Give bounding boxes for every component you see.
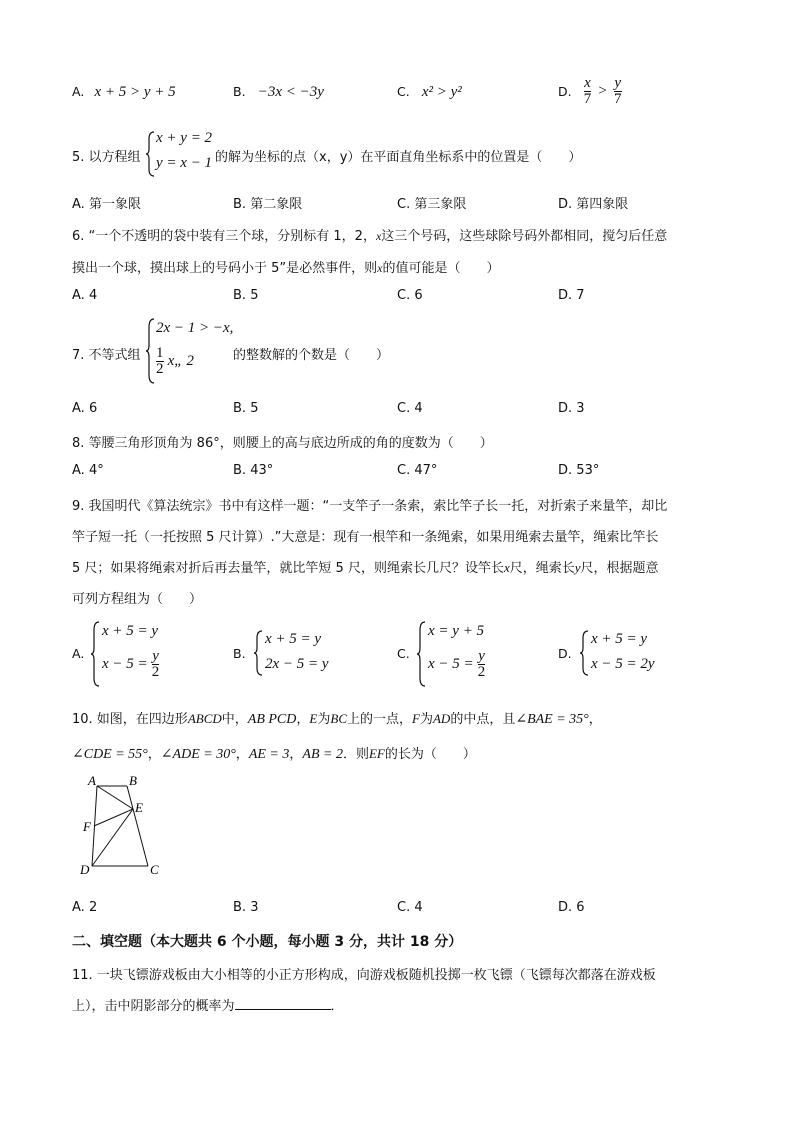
option-letter: C.	[397, 900, 411, 915]
option-b[interactable]	[233, 401, 258, 416]
left-brace-icon	[146, 318, 156, 384]
fraction	[156, 346, 164, 377]
option-letter: B.	[233, 646, 246, 661]
inequality-rest: x„ 2	[167, 353, 194, 369]
text-segment: 5 尺；如果将绳索对折后再去量竿，就比竿短 5 尺，则绳索长几尺？设竿长	[72, 561, 504, 576]
numerator: y	[152, 648, 159, 664]
segment-bc	[127, 786, 148, 866]
option-expr: −3x < −3y	[257, 84, 324, 100]
equation-left: x − 5 =	[428, 656, 474, 672]
math-term: ∠CDE = 55°	[72, 747, 148, 762]
text-segment: 6. “一个不透明的袋中装有三个球，分别标有 1，2，	[72, 229, 376, 244]
option-text: 第二象限	[250, 197, 303, 212]
math-term: BC	[330, 711, 347, 726]
text-segment: 尺，根据题意	[580, 561, 659, 576]
text-segment: ，	[289, 747, 303, 762]
equation-2: 2x − 5 = y	[265, 656, 329, 672]
question-8: 8. 等腰三角形顶角为 86°，则腰上的高与底边所成的角的度数为（ ）	[72, 436, 493, 451]
fraction	[584, 76, 592, 107]
vertex-d-label: D	[80, 862, 90, 877]
math-term: AE = 3	[248, 747, 290, 762]
option-letter: D.	[558, 84, 572, 99]
option-letter: B.	[233, 900, 247, 915]
variable: x	[503, 560, 510, 575]
option-a[interactable]	[72, 193, 141, 212]
option-letter: D.	[558, 900, 573, 915]
option-c[interactable]	[397, 288, 423, 303]
option-letter: A.	[72, 84, 85, 99]
text-segment: 上的一点，	[347, 712, 413, 727]
numerator: y	[478, 648, 485, 664]
question-line	[72, 995, 344, 1014]
option-letter: D.	[558, 463, 573, 478]
option-c[interactable]	[397, 193, 466, 212]
equation-2: y = x − 1	[156, 155, 213, 171]
option-letter: A.	[72, 401, 85, 416]
math-term: ∠BAE = 35°	[515, 712, 589, 727]
vertex-b-label: B	[129, 773, 137, 788]
option-expr: x + 5 > y + 5	[94, 84, 176, 100]
option-text: 6	[576, 900, 585, 915]
question-line	[72, 708, 602, 728]
option-letter: A.	[72, 463, 85, 478]
question-line	[72, 257, 499, 276]
option-text: 第三象限	[414, 197, 467, 212]
option-letter: A.	[72, 288, 85, 303]
equation-1: x + 5 = y	[591, 631, 648, 647]
denominator: 2	[477, 664, 486, 680]
question-line: 竿子短一托（一托按照 5 尺计算）.”大意是：现有一根竿和一条绳索，如果用绳索去量竿，绳索比竿长	[72, 530, 659, 545]
left-brace-icon	[91, 621, 101, 687]
text-segment: 尺，绳索长	[509, 561, 575, 576]
option-text: 43°	[250, 463, 274, 478]
text-segment: 为	[317, 712, 331, 727]
question-line: 9. 我国明代《算法统宗》书中有这样一题：“一支竿子一条索，索比竿子长一托，对折索子来量竿，却比	[72, 499, 668, 514]
option-letter: D.	[558, 288, 573, 303]
variable: x	[377, 261, 383, 275]
question-suffix: 的解为坐标的点（x，y）在平面直角坐标系中的位置是（ ）	[215, 150, 582, 165]
text-segment: 10. 如图，在四边形	[72, 712, 188, 727]
option-text: 53°	[576, 463, 600, 478]
option-d[interactable]	[558, 900, 585, 915]
option-letter: C.	[397, 84, 410, 99]
option-text: 6	[88, 401, 98, 416]
math-term: ABCD	[187, 711, 222, 726]
option-b[interactable]	[233, 288, 258, 303]
question-prefix: 7. 不等式组	[72, 348, 141, 363]
option-a[interactable]	[72, 288, 97, 303]
text-segment: ，	[147, 747, 161, 762]
option-text: 4	[414, 401, 423, 416]
equation-left: x − 5 =	[102, 656, 148, 672]
text-segment: ，	[235, 747, 249, 762]
math-term: F	[412, 711, 420, 726]
option-text: 4	[414, 900, 423, 915]
numerator: 1	[156, 345, 164, 361]
option-letter: C.	[397, 646, 410, 661]
option-d[interactable]	[558, 401, 585, 416]
fraction	[614, 76, 622, 107]
option-letter: B.	[233, 84, 246, 99]
equation-1: x + 5 = y	[265, 631, 322, 647]
math-term: AD	[432, 711, 451, 726]
text-segment: 上），击中阴影部分的概率为	[72, 999, 235, 1014]
text-segment: 的值可能是（ ）	[382, 261, 500, 276]
operator: >	[598, 83, 607, 99]
option-a[interactable]	[72, 900, 97, 915]
numerator: y	[614, 75, 622, 91]
quadrilateral-figure	[70, 770, 170, 882]
text-segment: ．则	[342, 747, 369, 762]
option-text: 4	[88, 288, 98, 303]
math-term: E	[309, 711, 318, 726]
math-term: AB PCD	[247, 712, 297, 727]
answer-blank[interactable]	[235, 997, 331, 1010]
vertex-f-label: F	[83, 819, 91, 834]
left-brace-icon	[254, 630, 264, 676]
vertex-e-label: E	[135, 800, 143, 815]
option-text: 第一象限	[88, 197, 141, 212]
option-d[interactable]	[558, 463, 599, 478]
equation-1: x + y = 2	[156, 130, 213, 146]
option-b[interactable]	[233, 193, 302, 212]
text-segment: 的长为（ ）	[384, 747, 476, 762]
option-text: 7	[576, 288, 585, 303]
denominator: 2	[151, 664, 160, 680]
text-segment: ．	[330, 999, 344, 1014]
question-line	[72, 743, 476, 763]
option-letter: B.	[233, 401, 247, 416]
equation-2: x − 5 = 2y	[591, 656, 655, 672]
equation-1: x = y + 5	[428, 623, 485, 639]
equation-1: x + 5 = y	[102, 623, 159, 639]
option-a[interactable]	[72, 84, 176, 101]
option-letter: A.	[72, 900, 85, 915]
option-d[interactable]	[558, 76, 622, 107]
option-text: 3	[576, 401, 585, 416]
variable: x	[375, 229, 382, 243]
option-text: 5	[250, 288, 259, 303]
denominator: 7	[583, 91, 592, 107]
left-brace-icon	[580, 630, 590, 676]
option-letter: A.	[72, 646, 85, 661]
text-segment: ，	[296, 712, 310, 727]
left-brace-icon	[417, 621, 427, 687]
option-letter: C.	[397, 463, 411, 478]
option-b[interactable]	[233, 900, 258, 915]
option-a[interactable]	[72, 401, 97, 416]
option-b[interactable]	[233, 463, 273, 478]
math-term: ∠ADE = 30°	[160, 747, 236, 762]
option-letter: D.	[558, 401, 573, 416]
option-letter: B.	[233, 288, 247, 303]
option-expr: x² > y²	[421, 84, 462, 100]
option-c[interactable]	[397, 463, 437, 478]
option-text: 4°	[88, 463, 104, 478]
variable: y	[574, 560, 581, 575]
option-a[interactable]	[72, 463, 104, 478]
option-text: 2	[88, 900, 98, 915]
option-text: 5	[250, 401, 259, 416]
question-suffix: 的整数解的个数是（ ）	[233, 348, 390, 363]
option-letter: D.	[558, 197, 573, 212]
option-d[interactable]	[558, 193, 628, 212]
option-letter: B.	[233, 197, 247, 212]
option-c[interactable]	[397, 900, 423, 915]
option-text: 第四象限	[576, 197, 629, 212]
option-letter: C.	[397, 401, 411, 416]
math-term: EF	[368, 746, 385, 761]
math-term: AB = 2	[302, 747, 343, 762]
option-c[interactable]	[397, 401, 423, 416]
text-segment: 为	[419, 712, 433, 727]
text-segment: ，	[588, 712, 602, 727]
question-line	[72, 225, 667, 244]
vertex-a-label: A	[88, 773, 96, 788]
option-letter: B.	[233, 463, 247, 478]
denominator: 2	[156, 361, 164, 377]
question-line: 11. 一块飞镖游戏板由大小相等的小正方形构成，向游戏板随机投掷一枚飞镖（飞镖每次都落在游戏板	[72, 968, 656, 983]
option-letter: C.	[397, 288, 411, 303]
inequality-1: 2x − 1 > −x,	[156, 320, 234, 336]
fraction	[152, 649, 160, 680]
option-d[interactable]	[558, 288, 585, 303]
text-segment: 的中点，且	[450, 712, 516, 727]
left-brace-icon	[146, 131, 156, 177]
question-line	[72, 557, 659, 576]
option-text: 3	[250, 900, 259, 915]
option-letter: D.	[558, 646, 572, 661]
option-letter: C.	[397, 197, 411, 212]
equation-2	[102, 649, 159, 680]
denominator: 7	[614, 91, 622, 107]
inequality-2	[156, 346, 194, 377]
section-title: 二、填空题（本大题共 6 个小题，每小题 3 分，共计 18 分）	[72, 934, 463, 950]
option-b[interactable]	[233, 84, 324, 101]
fraction	[478, 649, 486, 680]
option-text: 47°	[414, 463, 438, 478]
question-prefix: 5. 以方程组	[72, 150, 141, 165]
option-text: 6	[414, 288, 423, 303]
question-line: 可列方程组为（ ）	[72, 592, 203, 607]
numerator: x	[584, 75, 591, 91]
vertex-c-label: C	[150, 862, 159, 877]
text-segment: 这三个号码，这些球除号码外都相同，搅匀后任意	[381, 229, 668, 244]
equation-2	[428, 649, 485, 680]
text-segment: 摸出一个球，摸出球上的号码小于 5”是必然事件，则	[72, 261, 378, 276]
text-segment: 中，	[221, 712, 248, 727]
option-letter: A.	[72, 197, 85, 212]
option-c[interactable]	[397, 84, 462, 101]
